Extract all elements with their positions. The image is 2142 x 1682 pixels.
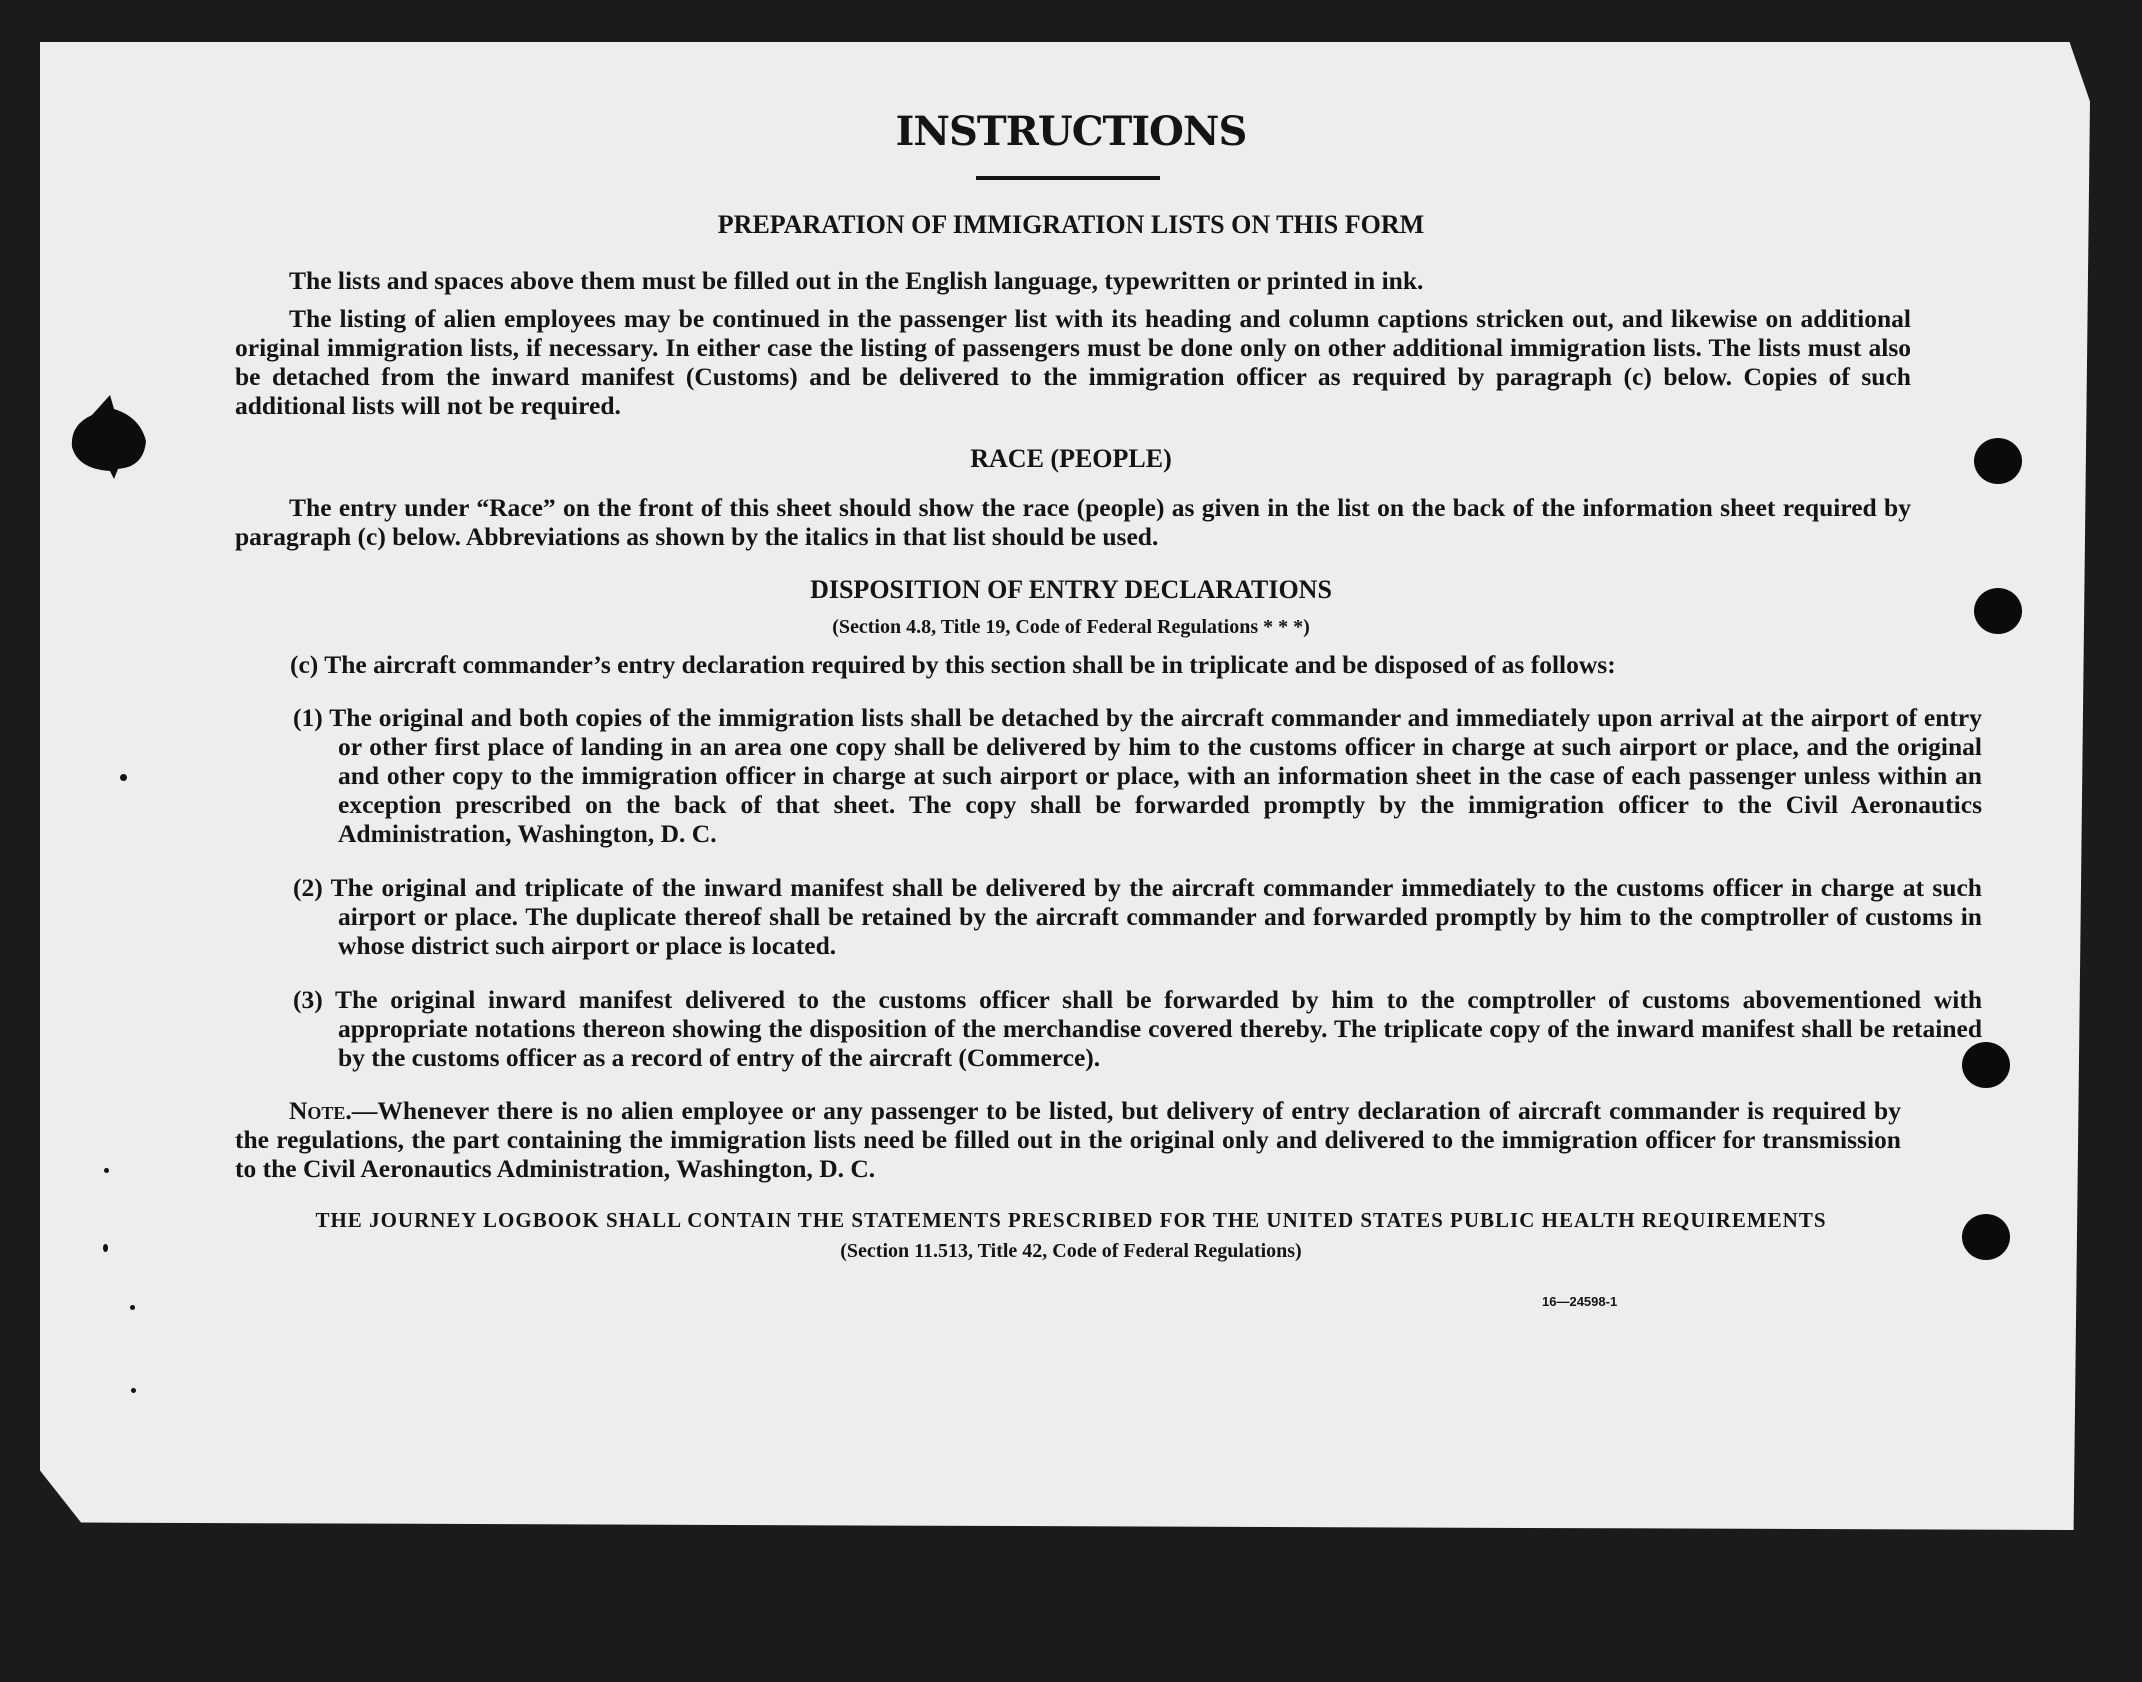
preparation-paragraph-1: The lists and spaces above them must be filled out in the English language, typewritten or printed in ink. [289,266,1424,295]
page-title: INSTRUCTIONS [895,108,1247,155]
speck [131,1388,136,1393]
note-text: —Whenever there is no alien employee or any passenger to be listed, but delivery of entry declaration of aircraft commander is required by the regulations, the part containing the immigration lists need be filled out in the original only and delivered to the immigration officer for transmission to the Civil Aeronautics Administration, Washington, D. C. [235,1096,1901,1183]
disposition-item-2: (2) The original and triplicate of the inward manifest shall be delivered by the aircraft commander immediately to the customs officer in charge at such airport or place. The duplicate thereof shall be retained by the aircraft commander and forwarded promptly by him to the comptroller of customs in whose district such airport or place is located. [293,873,1982,960]
race-heading: RACE (PEOPLE) [970,444,1172,473]
preparation-heading: PREPARATION OF IMMIGRATION LISTS ON THIS FORM [717,210,1425,239]
logbook-statement: THE JOURNEY LOGBOOK SHALL CONTAIN THE STATEMENTS PRESCRIBED FOR THE UNITED STATES PUBLIC HEALTH REQUIREMENTS [315,1208,1827,1232]
note-label: Note. [289,1096,352,1125]
disposition-item-1: (1) The original and both copies of the immigration lists shall be detached by the aircraft commander and immediately upon arrival at the airport of entry or other first place of landing in an area one copy shall be delivered by him to the customs officer in charge at such airport or place, and the original and other copy to the immigration officer in charge at such airport or place, with an information sheet in the case of each passenger unless within an exception prescribed on the back of that sheet. The copy shall be forwarded promptly by the immigration officer to the Civil Aeronautics Administration, Washington, D. C. [293,703,1982,848]
note-paragraph [235,1096,1901,1183]
race-paragraph: The entry under “Race” on the front of this sheet should show the race (people) as given in the list on the back of the information sheet required by paragraph (c) below. Abbreviations as shown by the italics in that list should be used. [235,493,1911,551]
disposition-heading: DISPOSITION OF ENTRY DECLARATIONS [810,575,1332,604]
preparation-paragraph-2: The listing of alien employees may be continued in the passenger list with its heading and column captions stricken out, and likewise on additional original immigration lists, if necessary. In either case the listing of passengers must be done only on other additional immigration lists. The lists must also be detached from the inward manifest (Customs) and be delivered to the immigration officer as required by paragraph (c) below. Copies of such additional lists will not be required. [235,304,1911,420]
form-code: 16—24598-1 [1542,1294,1618,1309]
disposition-item-3: (3) The original inward manifest delivered to the customs officer shall be forwarded by him to the comptroller of customs abovementioned with appropriate notations thereon showing the disposition of the merchandise covered thereby. The triplicate copy of the inward manifest shall be retained by the customs officer as a record of entry of the aircraft (Commerce). [293,985,1982,1072]
disposition-citation: (Section 4.8, Title 19, Code of Federal Regulations * * *) [832,616,1310,638]
speck [104,1168,109,1173]
speck [130,1305,135,1310]
logbook-citation: (Section 11.513, Title 42, Code of Federal Regulations) [840,1240,1302,1262]
speck [120,774,127,781]
disposition-intro: (c) The aircraft commander’s entry declaration required by this section shall be in triplicate and be disposed of as follows: [290,650,1616,679]
title-underline [976,176,1160,180]
